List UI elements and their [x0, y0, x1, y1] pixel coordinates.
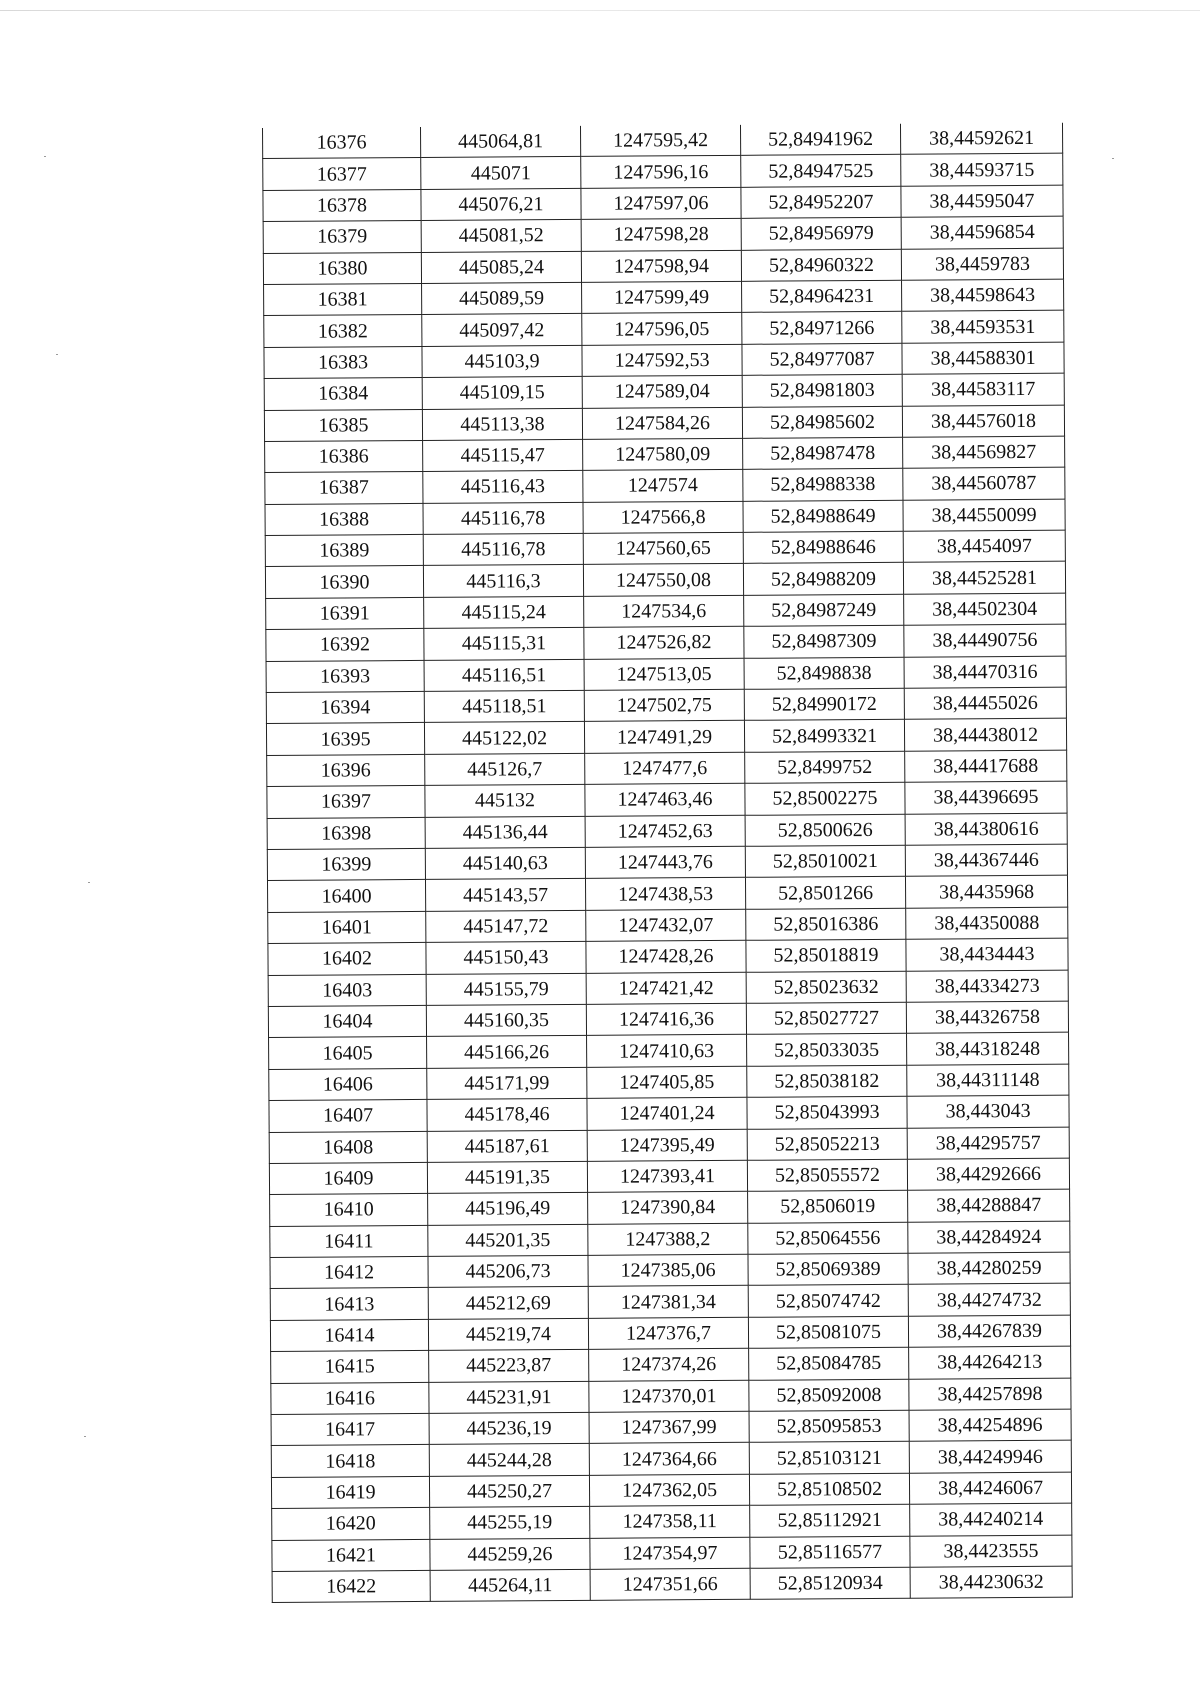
point-number-cell: 16394 — [266, 691, 424, 723]
latitude-cell: 52,8500626 — [745, 814, 905, 846]
longitude-cell: 38,44502304 — [904, 593, 1066, 625]
point-number-cell: 16413 — [270, 1288, 428, 1320]
point-number-cell: 16388 — [265, 503, 423, 535]
x-coordinate-cell: 445191,35 — [427, 1161, 587, 1193]
y-coordinate-cell: 1247574 — [583, 470, 743, 502]
y-coordinate-cell: 1247390,84 — [588, 1192, 748, 1224]
longitude-cell: 38,44292666 — [907, 1158, 1069, 1190]
longitude-cell: 38,44380616 — [905, 813, 1067, 845]
longitude-cell: 38,4459783 — [901, 248, 1063, 280]
latitude-cell: 52,84960322 — [741, 249, 901, 281]
point-number-cell: 16393 — [266, 660, 424, 692]
x-coordinate-cell: 445118,51 — [424, 690, 584, 722]
x-coordinate-cell: 445140,63 — [425, 847, 585, 879]
x-coordinate-cell: 445244,28 — [429, 1444, 589, 1476]
point-number-cell: 16384 — [264, 378, 422, 410]
latitude-cell: 52,84988649 — [743, 500, 903, 532]
latitude-cell: 52,84964231 — [742, 280, 902, 312]
longitude-cell: 38,44318248 — [907, 1032, 1069, 1064]
latitude-cell: 52,84947525 — [741, 155, 901, 187]
longitude-cell: 38,44257898 — [909, 1378, 1071, 1410]
longitude-cell: 38,44350088 — [906, 907, 1068, 939]
point-number-cell: 16418 — [271, 1445, 429, 1477]
latitude-cell: 52,85055572 — [747, 1159, 907, 1191]
table-row — [270, 1315, 1070, 1352]
scan-speck — [56, 354, 58, 355]
y-coordinate-cell: 1247598,28 — [581, 218, 741, 250]
scan-speck — [44, 156, 46, 157]
table-row — [270, 1221, 1070, 1258]
point-number-cell: 16392 — [266, 629, 424, 661]
latitude-cell: 52,85120934 — [750, 1567, 910, 1599]
longitude-cell: 38,44417688 — [905, 750, 1067, 782]
x-coordinate-cell: 445126,7 — [425, 753, 585, 785]
longitude-cell: 38,44598643 — [902, 279, 1064, 311]
latitude-cell: 52,85016386 — [746, 908, 906, 940]
longitude-cell: 38,44560787 — [903, 467, 1065, 499]
latitude-cell: 52,85043993 — [747, 1096, 907, 1128]
point-number-cell: 16387 — [265, 472, 423, 504]
y-coordinate-cell: 1247354,97 — [590, 1537, 750, 1569]
longitude-cell: 38,443043 — [907, 1095, 1069, 1127]
point-number-cell: 16396 — [267, 754, 425, 786]
latitude-cell: 52,84987249 — [744, 594, 904, 626]
longitude-cell: 38,4423555 — [910, 1535, 1072, 1567]
y-coordinate-cell: 1247416,36 — [586, 1003, 746, 1035]
latitude-cell: 52,85103121 — [749, 1442, 909, 1474]
point-number-cell: 16407 — [269, 1100, 427, 1132]
coordinates-table — [262, 123, 1073, 1604]
y-coordinate-cell: 1247362,05 — [589, 1474, 749, 1506]
longitude-cell: 38,44367446 — [905, 844, 1067, 876]
point-number-cell: 16409 — [269, 1162, 427, 1194]
point-number-cell: 16411 — [270, 1225, 428, 1257]
latitude-cell: 52,85112921 — [750, 1504, 910, 1536]
point-number-cell: 16398 — [267, 817, 425, 849]
point-number-cell: 16419 — [271, 1476, 429, 1508]
x-coordinate-cell: 445115,31 — [424, 628, 584, 660]
x-coordinate-cell: 445219,74 — [428, 1318, 588, 1350]
latitude-cell: 52,84981803 — [742, 374, 902, 406]
longitude-cell: 38,44593715 — [901, 154, 1063, 186]
x-coordinate-cell: 445255,19 — [430, 1507, 590, 1539]
x-coordinate-cell: 445196,49 — [428, 1193, 588, 1225]
longitude-cell: 38,44280259 — [908, 1252, 1070, 1284]
latitude-cell: 52,84988209 — [743, 563, 903, 595]
x-coordinate-cell: 445201,35 — [428, 1224, 588, 1256]
y-coordinate-cell: 1247580,09 — [583, 438, 743, 470]
x-coordinate-cell: 445116,78 — [423, 502, 583, 534]
point-number-cell: 16412 — [270, 1256, 428, 1288]
x-coordinate-cell: 445116,3 — [423, 565, 583, 597]
scan-speck — [88, 882, 90, 883]
point-number-cell: 16385 — [264, 409, 422, 441]
latitude-cell: 52,85116577 — [750, 1536, 910, 1568]
point-number-cell: 16404 — [268, 1005, 426, 1037]
longitude-cell: 38,44249946 — [909, 1441, 1071, 1473]
x-coordinate-cell: 445081,52 — [421, 220, 581, 252]
latitude-cell: 52,84941962 — [740, 124, 900, 156]
point-number-cell: 16386 — [265, 440, 423, 472]
longitude-cell: 38,44596854 — [901, 216, 1063, 248]
point-number-cell: 16402 — [268, 943, 426, 975]
y-coordinate-cell: 1247534,6 — [584, 595, 744, 627]
longitude-cell: 38,44455026 — [904, 687, 1066, 719]
point-number-cell: 16414 — [270, 1319, 428, 1351]
y-coordinate-cell: 1247595,42 — [580, 125, 740, 157]
latitude-cell: 52,84988338 — [743, 469, 903, 501]
latitude-cell: 52,84987309 — [744, 626, 904, 658]
point-number-cell: 16381 — [264, 283, 422, 315]
latitude-cell: 52,85069389 — [748, 1253, 908, 1285]
x-coordinate-cell: 445147,72 — [426, 910, 586, 942]
y-coordinate-cell: 1247351,66 — [590, 1568, 750, 1600]
x-coordinate-cell: 445116,43 — [423, 471, 583, 503]
latitude-cell: 52,84956979 — [741, 217, 901, 249]
latitude-cell: 52,85081075 — [748, 1316, 908, 1348]
y-coordinate-cell: 1247401,24 — [587, 1097, 747, 1129]
table-row — [272, 1566, 1072, 1603]
y-coordinate-cell: 1247589,04 — [582, 375, 742, 407]
table-row — [265, 562, 1065, 599]
x-coordinate-cell: 445103,9 — [422, 345, 582, 377]
latitude-cell: 52,85074742 — [748, 1285, 908, 1317]
longitude-cell: 38,4434443 — [906, 938, 1068, 970]
point-number-cell: 16390 — [265, 566, 423, 598]
y-coordinate-cell: 1247596,16 — [581, 156, 741, 188]
x-coordinate-cell: 445116,78 — [423, 533, 583, 565]
y-coordinate-cell: 1247463,46 — [585, 784, 745, 816]
y-coordinate-cell: 1247560,65 — [583, 532, 743, 564]
x-coordinate-cell: 445115,24 — [424, 596, 584, 628]
point-number-cell: 16421 — [272, 1539, 430, 1571]
table-row — [270, 1284, 1070, 1321]
point-number-cell: 16395 — [266, 723, 424, 755]
longitude-cell: 38,44274732 — [908, 1284, 1070, 1316]
point-number-cell: 16403 — [268, 974, 426, 1006]
x-coordinate-cell: 445076,21 — [421, 188, 581, 220]
y-coordinate-cell: 1247592,53 — [582, 344, 742, 376]
x-coordinate-cell: 445206,73 — [428, 1255, 588, 1287]
latitude-cell: 52,84985602 — [742, 406, 902, 438]
longitude-cell: 38,44288847 — [908, 1189, 1070, 1221]
point-number-cell: 16399 — [267, 848, 425, 880]
y-coordinate-cell: 1247452,63 — [585, 815, 745, 847]
y-coordinate-cell: 1247370,01 — [589, 1380, 749, 1412]
latitude-cell: 52,85018819 — [746, 939, 906, 971]
x-coordinate-cell: 445160,35 — [426, 1004, 586, 1036]
y-coordinate-cell: 1247364,66 — [589, 1443, 749, 1475]
y-coordinate-cell: 1247599,49 — [582, 281, 742, 313]
x-coordinate-cell: 445109,15 — [422, 377, 582, 409]
y-coordinate-cell: 1247432,07 — [586, 909, 746, 941]
coordinates-table-body — [263, 123, 1073, 1603]
y-coordinate-cell: 1247598,94 — [581, 250, 741, 282]
x-coordinate-cell: 445085,24 — [421, 251, 581, 283]
point-number-cell: 16378 — [263, 189, 421, 221]
latitude-cell: 52,85023632 — [746, 971, 906, 1003]
y-coordinate-cell: 1247410,63 — [587, 1035, 747, 1067]
table-row — [270, 1252, 1070, 1289]
table-row — [266, 593, 1066, 630]
x-coordinate-cell: 445236,19 — [429, 1412, 589, 1444]
latitude-cell: 52,8506019 — [748, 1191, 908, 1223]
latitude-cell: 52,85033035 — [747, 1034, 907, 1066]
point-number-cell: 16408 — [269, 1131, 427, 1163]
x-coordinate-cell: 445089,59 — [422, 282, 582, 314]
latitude-cell: 52,84971266 — [742, 312, 902, 344]
table-row — [265, 499, 1065, 536]
y-coordinate-cell: 1247438,53 — [585, 878, 745, 910]
longitude-cell: 38,44550099 — [903, 499, 1065, 531]
x-coordinate-cell: 445223,87 — [429, 1350, 589, 1382]
latitude-cell: 52,84977087 — [742, 343, 902, 375]
table-row — [270, 1189, 1070, 1226]
latitude-cell: 52,85092008 — [749, 1379, 909, 1411]
y-coordinate-cell: 1247550,08 — [583, 564, 743, 596]
x-coordinate-cell: 445171,99 — [427, 1067, 587, 1099]
longitude-cell: 38,44326758 — [906, 1001, 1068, 1033]
longitude-cell: 38,44267839 — [908, 1315, 1070, 1347]
longitude-cell: 38,44230632 — [910, 1566, 1072, 1598]
coordinates-table-container — [262, 123, 1072, 1604]
latitude-cell: 52,84988646 — [743, 531, 903, 563]
longitude-cell: 38,4435968 — [905, 876, 1067, 908]
longitude-cell: 38,44264213 — [909, 1346, 1071, 1378]
point-number-cell: 16379 — [263, 221, 421, 253]
longitude-cell: 38,44470316 — [904, 656, 1066, 688]
x-coordinate-cell: 445143,57 — [425, 879, 585, 911]
longitude-cell: 38,44311148 — [907, 1064, 1069, 1096]
y-coordinate-cell: 1247376,7 — [588, 1317, 748, 1349]
x-coordinate-cell: 445113,38 — [422, 408, 582, 440]
scan-speck — [84, 1436, 86, 1437]
latitude-cell: 52,84987478 — [743, 437, 903, 469]
y-coordinate-cell: 1247491,29 — [584, 721, 744, 753]
y-coordinate-cell: 1247566,8 — [583, 501, 743, 533]
y-coordinate-cell: 1247597,06 — [581, 187, 741, 219]
y-coordinate-cell: 1247385,06 — [588, 1254, 748, 1286]
point-number-cell: 16397 — [267, 786, 425, 818]
longitude-cell: 38,44246067 — [909, 1472, 1071, 1504]
point-number-cell: 16391 — [266, 597, 424, 629]
longitude-cell: 38,44593531 — [902, 311, 1064, 343]
point-number-cell: 16376 — [263, 127, 421, 159]
point-number-cell: 16416 — [271, 1382, 429, 1414]
longitude-cell: 38,44588301 — [902, 342, 1064, 374]
x-coordinate-cell: 445187,61 — [427, 1130, 587, 1162]
longitude-cell: 38,44569827 — [903, 436, 1065, 468]
latitude-cell: 52,8501266 — [745, 877, 905, 909]
y-coordinate-cell: 1247405,85 — [587, 1066, 747, 1098]
y-coordinate-cell: 1247526,82 — [584, 627, 744, 659]
latitude-cell: 52,85038182 — [747, 1065, 907, 1097]
latitude-cell: 52,84993321 — [744, 720, 904, 752]
point-number-cell: 16380 — [263, 252, 421, 284]
x-coordinate-cell: 445155,79 — [426, 973, 586, 1005]
scan-top-edge — [0, 10, 1200, 11]
x-coordinate-cell: 445115,47 — [423, 439, 583, 471]
point-number-cell: 16405 — [269, 1037, 427, 1069]
latitude-cell: 52,85010021 — [745, 845, 905, 877]
x-coordinate-cell: 445250,27 — [429, 1475, 589, 1507]
x-coordinate-cell: 445064,81 — [420, 126, 580, 158]
longitude-cell: 38,44595047 — [901, 185, 1063, 217]
longitude-cell: 38,44240214 — [910, 1503, 1072, 1535]
latitude-cell: 52,85052213 — [747, 1128, 907, 1160]
latitude-cell: 52,8499752 — [745, 751, 905, 783]
longitude-cell: 38,44295757 — [907, 1127, 1069, 1159]
x-coordinate-cell: 445071 — [421, 157, 581, 189]
point-number-cell: 16377 — [263, 158, 421, 190]
table-row — [265, 530, 1065, 567]
x-coordinate-cell: 445132 — [425, 785, 585, 817]
x-coordinate-cell: 445136,44 — [425, 816, 585, 848]
point-number-cell: 16420 — [272, 1508, 430, 1540]
y-coordinate-cell: 1247502,75 — [584, 689, 744, 721]
point-number-cell: 16406 — [269, 1068, 427, 1100]
longitude-cell: 38,44284924 — [908, 1221, 1070, 1253]
y-coordinate-cell: 1247443,76 — [585, 846, 745, 878]
point-number-cell: 16383 — [264, 346, 422, 378]
longitude-cell: 38,44592621 — [900, 123, 1062, 155]
y-coordinate-cell: 1247428,26 — [586, 940, 746, 972]
scan-speck — [1112, 158, 1114, 159]
latitude-cell: 52,84990172 — [744, 688, 904, 720]
x-coordinate-cell: 445231,91 — [429, 1381, 589, 1413]
y-coordinate-cell: 1247393,41 — [587, 1160, 747, 1192]
longitude-cell: 38,44334273 — [906, 970, 1068, 1002]
point-number-cell: 16422 — [272, 1570, 430, 1602]
latitude-cell: 52,85002275 — [745, 782, 905, 814]
latitude-cell: 52,84952207 — [741, 186, 901, 218]
latitude-cell: 52,85108502 — [749, 1473, 909, 1505]
latitude-cell: 52,85064556 — [748, 1222, 908, 1254]
y-coordinate-cell: 1247513,05 — [584, 658, 744, 690]
x-coordinate-cell: 445116,51 — [424, 659, 584, 691]
y-coordinate-cell: 1247421,42 — [586, 972, 746, 1004]
longitude-cell: 38,44396695 — [905, 781, 1067, 813]
y-coordinate-cell: 1247381,34 — [588, 1286, 748, 1318]
longitude-cell: 38,44525281 — [903, 562, 1065, 594]
x-coordinate-cell: 445259,26 — [430, 1538, 590, 1570]
point-number-cell: 16415 — [271, 1351, 429, 1383]
y-coordinate-cell: 1247374,26 — [589, 1349, 749, 1381]
point-number-cell: 16389 — [265, 535, 423, 567]
point-number-cell: 16401 — [268, 911, 426, 943]
x-coordinate-cell: 445178,46 — [427, 1098, 587, 1130]
x-coordinate-cell: 445097,42 — [422, 314, 582, 346]
y-coordinate-cell: 1247596,05 — [582, 313, 742, 345]
point-number-cell: 16410 — [270, 1194, 428, 1226]
longitude-cell: 38,44583117 — [902, 373, 1064, 405]
latitude-cell: 52,85084785 — [749, 1347, 909, 1379]
y-coordinate-cell: 1247395,49 — [587, 1129, 747, 1161]
x-coordinate-cell: 445212,69 — [428, 1287, 588, 1319]
latitude-cell: 52,8498838 — [744, 657, 904, 689]
longitude-cell: 38,44576018 — [902, 405, 1064, 437]
x-coordinate-cell: 445150,43 — [426, 942, 586, 974]
longitude-cell: 38,44438012 — [904, 719, 1066, 751]
point-number-cell: 16417 — [271, 1413, 429, 1445]
y-coordinate-cell: 1247358,11 — [590, 1505, 750, 1537]
point-number-cell: 16400 — [267, 880, 425, 912]
y-coordinate-cell: 1247584,26 — [582, 407, 742, 439]
latitude-cell: 52,85095853 — [749, 1410, 909, 1442]
table-row — [265, 467, 1065, 504]
point-number-cell: 16382 — [264, 315, 422, 347]
longitude-cell: 38,4454097 — [903, 530, 1065, 562]
x-coordinate-cell: 445122,02 — [424, 722, 584, 754]
x-coordinate-cell: 445264,11 — [430, 1569, 590, 1601]
y-coordinate-cell: 1247388,2 — [588, 1223, 748, 1255]
y-coordinate-cell: 1247477,6 — [585, 752, 745, 784]
longitude-cell: 38,44490756 — [904, 624, 1066, 656]
longitude-cell: 38,44254896 — [909, 1409, 1071, 1441]
latitude-cell: 52,85027727 — [746, 1002, 906, 1034]
x-coordinate-cell: 445166,26 — [427, 1036, 587, 1068]
y-coordinate-cell: 1247367,99 — [589, 1411, 749, 1443]
